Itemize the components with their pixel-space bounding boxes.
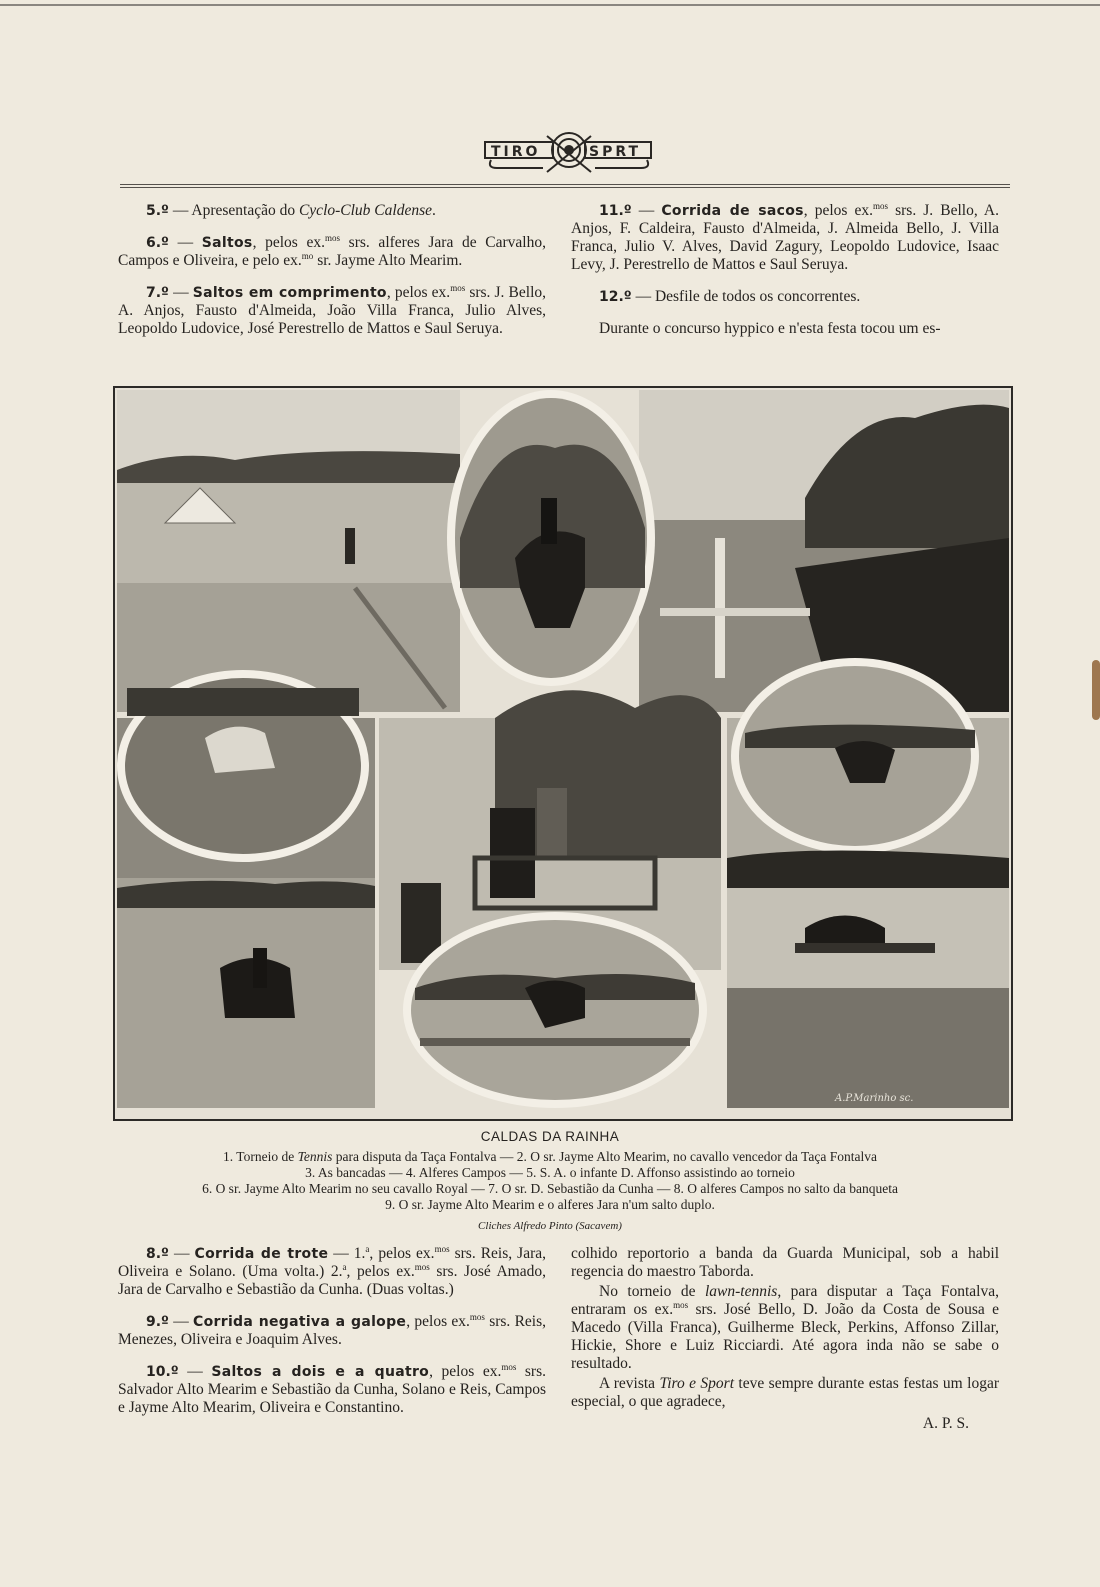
photo-1-tennis-tournament <box>117 390 460 712</box>
photo-2-horse-winner <box>447 390 655 686</box>
photo-4-alferes-campos <box>117 670 375 1108</box>
svg-text:TIRO: TIRO <box>491 144 541 160</box>
paragraph-lawn-tennis: No torneio de lawn-tennis, para disputar a Taça Fontalva, entraram os ex.$^{mos}$ srs. José Bello, D. João da Costa de Sousa e Macedo (Villa Franca), Guilherme Bleck, Perkins, Affonso Zillar, Hickie, Shore e Luiz Ricciardi. Até agora inda não se sabe o resultado. <box>571 1283 999 1372</box>
header-rule <box>120 184 1010 185</box>
caption-title: CALDAS DA RAINHA <box>480 1129 620 1144</box>
top-border-line <box>0 4 1100 6</box>
caption-line-3: 6. O sr. Jayme Alto Mearim no seu cavallo Royal — 7. O sr. D. Sebastião da Cunha — 8. O alferes Campos no salto da banqueta <box>202 1181 898 1196</box>
top-right-column <box>571 202 999 352</box>
item-5: 5.º — Apresentação do Cyclo-Club Caldense. <box>146 202 436 219</box>
caption-line-2: 3. As bancadas — 4. Alferes Campos — 5. S. A. o infante D. Affonso assistindo ao torneio <box>305 1165 795 1180</box>
header-rule-second <box>120 187 1010 188</box>
svg-text:SPRT: SPRT <box>589 144 642 160</box>
engraver-signature: A.P.Marinho sc. <box>835 1093 914 1104</box>
page-stain <box>1092 660 1100 720</box>
author-signature: A. P. S. <box>922 1415 969 1432</box>
photo-8-banqueta-jump <box>403 912 707 1108</box>
photo-caption <box>110 1129 990 1234</box>
bottom-left-column <box>118 1245 546 1431</box>
item-8: 8.º — Corrida de trote — 1.$^a$, pelos ex.$^{mos}$ srs. Reis, Jara, Oliveira e Solano. (Uma volta.) 2.$^a$, pelos ex.$^{mos}$ srs. José Amado, Jara de Carvalho e Sebastião da Cunha. (Duas voltas.) <box>118 1243 546 1298</box>
item-7: 7.º — Saltos em comprimento, pelos ex.$^{mos}$ srs. J. Bello, A. Anjos, Fausto d'Almeida, João Villa Franca, Julio Alves, Leopoldo Ludovice, José Perestrello de Mattos e Saul Seruya. <box>118 282 546 337</box>
top-left-column <box>118 202 546 352</box>
paragraph-band-start: Durante o concurso hyppico e n'esta festa tocou um es- <box>599 320 941 337</box>
photo-credit: Cliches Alfredo Pinto (Sacavem) <box>478 1220 622 1232</box>
item-9: 9.º — Corrida negativa a galope, pelos ex.$^{mos}$ srs. Reis, Menezes, Oliveira e Joaquim Alves. <box>118 1311 547 1348</box>
photo-9-double-jump <box>727 851 1009 1109</box>
bottom-right-column <box>571 1245 999 1447</box>
tiro-e-sport-logo <box>483 130 655 176</box>
item-12: 12.º — Desfile de todos os concorrentes. <box>599 288 861 305</box>
item-10: 10.º — Saltos a dois e a quatro, pelos ex.$^{mos}$ srs. Salvador Alto Mearim e Sebastião da Cunha, Solano e Reis, Campos e Jayme Alto Mearim, Oliveira e Constantino. <box>118 1361 547 1416</box>
item-11: 11.º — Corrida de sacos, pelos ex.$^{mos}$ srs. J. Bello, A. Anjos, F. Caldeira, Fausto d'Almeida, J. Almeida Bello, J. Villa Franca, Julio V. Alves, David Zagury, Leopoldo Ludovice, Isaac Levy, J. Perestrello de Mattos e Saul Seruya. <box>571 200 999 273</box>
item-6: 6.º — Saltos, pelos ex.$^{mos}$ srs. alferes Jara de Carvalho, Campos e Oliveira, e pelo ex.$^{mo}$ sr. Jayme Alto Mearim. <box>118 232 546 269</box>
paragraph-tiro-e-sport: A revista Tiro e Sport teve sempre durante estas festas um logar especial, o que agradece, <box>571 1375 999 1410</box>
caption-line-4: 9. O sr. Jayme Alto Mearim e o alferes Jara n'um salto duplo. <box>385 1197 715 1212</box>
paragraph-band-continued: colhido reportorio a banda da Guarda Municipal, sob a habil regencia do maestro Taborda. <box>571 1245 999 1280</box>
photo-collage <box>113 386 1013 1121</box>
caption-line-1: 1. Torneio de Tennis para disputa da Taça Fontalva — 2. O sr. Jayme Alto Mearim, no cavallo vencedor da Taça Fontalva <box>223 1149 877 1164</box>
